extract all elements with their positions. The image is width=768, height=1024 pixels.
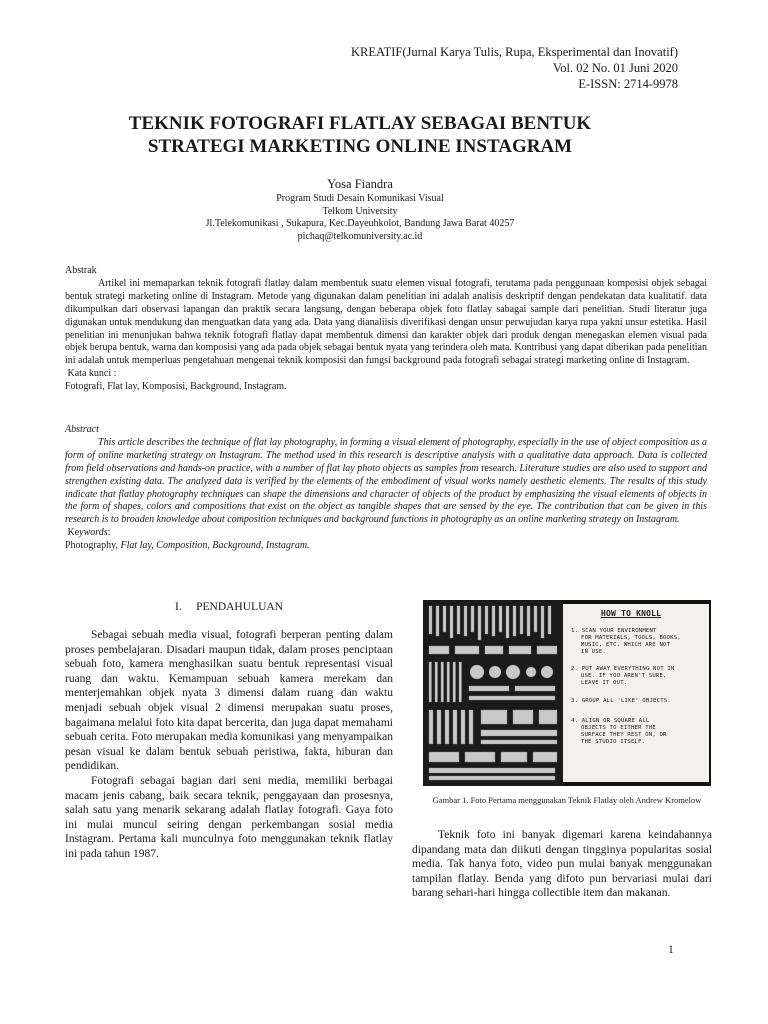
abstrak-keywords: Fotografi, Flat lay, Komposisi, Background, Instagram. (65, 381, 287, 393)
abstract-heading: Abstract (65, 424, 99, 435)
notebook-step: OBJECTS TO EITHER THE (581, 725, 656, 731)
section-heading-pendahuluan: I. PENDAHULUAN (175, 601, 283, 613)
abstract-keywords-label-c: : (107, 527, 111, 539)
notebook-step: 3. GROUP ALL 'LIKE' OBJECTS. (571, 698, 671, 704)
abstrak-section (65, 265, 707, 394)
figure-flatlay-photo (423, 600, 711, 786)
intro-column-left (65, 628, 393, 862)
notebook-step: 2. PUT AWAY EVERYTHING NOT IN (571, 666, 675, 672)
notebook-step: SURFACE THEY REST ON, OR (581, 732, 667, 738)
abstrak-heading: Abstrak (65, 265, 97, 276)
notebook-step: LEAVE IT OUT. (581, 680, 628, 686)
journal-header (351, 44, 678, 92)
journal-volume: Vol. 02 No. 01 Juni 2020 (552, 61, 678, 75)
intro-paragraph-2: Fotografi sebagai bagian dari seni media, memiliki berbagai macam jenis cabang, baik secara teknik, penggayaan dan prosesnya, salah satu yang menarik sekarang adalah flatlay fotografi. Gaya foto ini mulai muncul seiring dengan perkembangan sosial media Instagram. Pertama kali munculnya foto menggunakan teknik flatlay ini pada tahun 1987. (65, 774, 393, 860)
abstract-keywords-b: Flat lay, Composition, Background, Instagram. (120, 540, 310, 552)
notebook-step: 1. SCAN YOUR ENVIRONMENT (571, 628, 657, 634)
abstract-body-a: This article describes the technique of flat lay photography, in forming a visual element of photography, especially in the use of object composition as a form of online marketing strategy on Instagram. The method used in this research is descriptive analysis with a qualitative data approach. Data is collected from field observations and hands-on practice, with a number of flat lay photo objects as samples from (65, 436, 707, 474)
intro-column-right (412, 828, 712, 901)
paper-title (60, 112, 660, 158)
author-name: Yosa Fiandra (327, 177, 393, 191)
abstract-body-d: can (246, 488, 261, 500)
page-number: 1 (668, 944, 674, 956)
journal-name: KREATIF(Jurnal Karya Tulis, Rupa, Eksperimental dan Inovatif) (350, 45, 678, 59)
notebook-step: MUSIC, ETC. WHICH ARE NOT (581, 642, 671, 648)
title-line-1: TEKNIK FOTOGRAFI FLATLAY SEBAGAI BENTUK (128, 113, 592, 134)
figure-caption: Gambar 1. Foto Pertama menggunakan Teknik Flatlay oleh Andrew Kromelow (432, 795, 702, 805)
abstract-keywords-label-b: ywords (79, 527, 108, 539)
affiliation-program: Program Studi Desain Komunikasi Visual (276, 193, 444, 204)
abstract-body-c: Literature studies are also used to support and strengthen existing data. The analyzed data is verified by the elements of the embodiment of visual works namely aesthetic elements. The results of this study indicate that flatlay photography techniques (65, 462, 708, 500)
notebook-step: THE STUDIO ITSELF. (581, 739, 646, 745)
author-affiliation (60, 193, 660, 243)
abstract-body (65, 437, 707, 527)
title-line-2: STRATEGI MARKETING ONLINE INSTAGRAM (147, 136, 573, 157)
notebook-step: FOR MATERIALS, TOOLS, BOOKS, (581, 635, 681, 641)
abstract-keywords-label-a: Ke (65, 527, 80, 539)
abstrak-body: Artikel ini memaparkan teknik fotografi flatlay dalam membentuk suatu elemen visual fotografi, terutama pada penggunaan komposisi objek sebagai bentuk strategi marketing online di Instagram. Metode yang digunakan dalam penelitian ini adalah analisis deskriptif dengan pendekatan data kualitatif. data dikumpulkan dari observasi lapangan dan praktik secara langsung, dengan beberapa objek foto flatlay sabagai sample dari penelitian. Studi literatur juga digunakan untuk mendukung dan menguatkan data yang ada. Data yang dianaliisis diverifikasi dengan unsur perwujudan karya rupa yakni unsur estetika. Hasil penelitian ini menunjukan bahwa teknik fotografi flatlay dapat membentuk dimensi dan karakter objek dari produk dengan menegaskan elemen visual pada objek berupa bentuk, warna dan komposisi yang ada pada objek sebagai bentuk nyata yang terindera oleh mata. Kontribusi yang dapat diberikan pada penelitian ini adalah untuk memperluas pengetahuan mengenai teknik komposisi dan fungsi background pada fotografi sebagai strategi marketing online di Instagram. (65, 277, 707, 367)
affiliation-address: Jl.Telekomunikasi , Sukapura, Kec.Dayeuhkolot, Bandung Jawa Barat 40257 (205, 218, 515, 230)
notebook-step: IN USE. (581, 649, 606, 655)
notebook-title: HOW TO KNOLL (601, 609, 662, 618)
notebook-step: 4. ALIGN OR SQUARE ALL (571, 718, 650, 724)
affiliation-university: Telkom University (322, 205, 398, 217)
abstract-keywords-label (65, 527, 707, 540)
abstrak-keywords-label: Kata kunci : (65, 368, 117, 380)
abstract-keywords (65, 540, 707, 553)
author-email: pichaq@telkomuniversity.ac.id (297, 230, 423, 242)
abstract-body-b: research. (481, 462, 517, 474)
abstract-body-e: shape the dimensions and character of objects of the product by emphasizing the visual elements of objects in the form of shapes, colors and compositions that exist on the object as tangible shapes that are sensed by the eye. The contribution that can be given in this research is to broaden knowledge about composition techniques and background functions in photography as an online marketing strategy on Instagram. (65, 488, 708, 526)
abstract-keywords-a: Photography, (65, 540, 118, 552)
intro-paragraph-1: Sebagai sebuah media visual, fotografi berperan penting dalam proses pembelajaran. Disadari maupun tidak, dalam proses penciptaan sebuah foto, kamera menghasilkan suatu bentuk representasi visual ruang dan waktu. Kemampuan sebuah kamera merekam dan menterjemahkan objek nyata 3 dimensi dalam ruang dan waktu menjadi sebuah objek visual 2 dimensi merupakan suatu proses, bagaimana melalui foto kita dapat bercerita, dan juga dapat memahami sebuah cerita. Foto merupakan media komunikasi yang menyampaikan pesan visual ke dalam bentuk sebuah peristiwa, fakta, hiburan dan pendidikan. (65, 629, 393, 773)
journal-issn: E-ISSN: 2714-9978 (578, 77, 678, 91)
notebook-step: USE. IF YOU AREN'T SURE, (581, 673, 667, 679)
abstract-section (65, 424, 707, 553)
notebook-page (563, 604, 709, 782)
intro-paragraph-3: Teknik foto ini banyak digemari karena keindahannya dipandang mata dan diikuti dengan tingginya popularitas sosial media. Tak hanya foto, video pun mulai banyak menggunakan tampilan flatlay. Benda yang difoto pun bervariasi mulai dari barang sehari-hari hingga collectible item dan makanan. (412, 829, 712, 900)
